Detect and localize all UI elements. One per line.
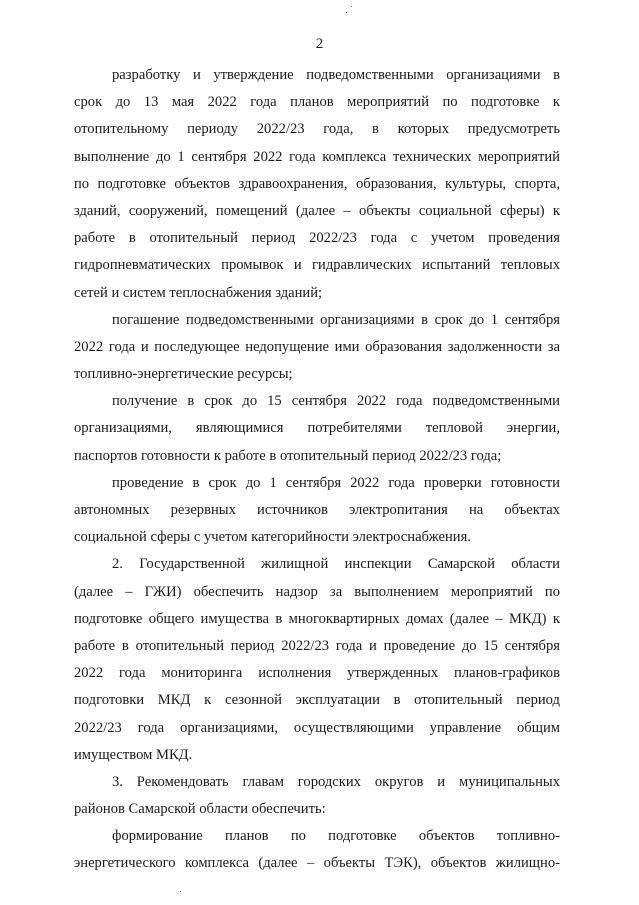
paragraph-line: организациями, являющимися потребителями тепловой энергии, (74, 420, 560, 437)
paragraph-line: отопительному периоду 2022/23 года, в которых предусмотреть (74, 121, 560, 138)
paragraph-line: получение в срок до 15 сентября 2022 года подведомственными (112, 393, 560, 410)
paragraph-line: работе в отопительный период 2022/23 года и проведение до 15 сентября (74, 637, 560, 654)
paragraph-line: энергетического комплекса (далее – объекты ТЭК), объектов жилищно- (74, 855, 560, 872)
paragraph-2 (74, 307, 560, 389)
paragraph-line: подготовке общего имущества в многоквартирных домах (далее – МКД) к (74, 610, 560, 627)
paragraph-7 (74, 823, 560, 877)
paragraph-line: разработку и утверждение подведомственными организациями в (112, 67, 560, 83)
paragraph-line: погашение подведомственными организациями в срок до 1 сентября (112, 311, 560, 328)
paragraph-line: проведение в срок до 1 сентября 2022 года проверки готовности (112, 474, 560, 491)
paragraph-line: по подготовке объектов здравоохранения, образования, культуры, спорта, (74, 175, 560, 192)
paragraph-line: 2022 года мониторинга исполнения утвержденных планов-графиков (74, 665, 560, 682)
paragraph-5 (74, 551, 560, 769)
paragraph-line: топливно-энергетические ресурсы; (74, 366, 293, 383)
paragraph-6 (74, 769, 560, 823)
paragraph-line: формирование планов по подготовке объектов топливно- (112, 828, 560, 845)
paragraph-line: сетей и систем теплоснабжения зданий; (74, 284, 323, 301)
document-body (74, 62, 560, 878)
paragraph-line: паспортов готовности к работе в отопительный период 2022/23 года; (74, 447, 502, 464)
paragraph-line: районов Самарской области обеспечить: (74, 801, 326, 818)
paragraph-4 (74, 470, 560, 552)
paragraph-line: срок до 13 мая 2022 года планов мероприятий по подготовке к (74, 94, 560, 111)
scan-speck (180, 891, 181, 892)
paragraph-line: 2022/23 года организациями, осуществляющими управление общим (74, 719, 560, 736)
paragraph-line: социальной сферы с учетом категорийности электроснабжения. (74, 529, 471, 546)
paragraph-line: выполнение до 1 сентября 2022 года комплекса технических мероприятий (74, 148, 560, 165)
paragraph-line: 3. Рекомендовать главам городских округов и муниципальных (112, 773, 560, 790)
paragraph-line: имуществом МКД. (74, 746, 193, 763)
paragraph-1 (74, 62, 560, 307)
paragraph-line: 2022 года и последующее недопущение ими образования задолженности за (74, 338, 560, 355)
scan-speck (346, 12, 347, 13)
paragraph-line: (далее – ГЖИ) обеспечить надзор за выполнением мероприятий по (74, 583, 560, 600)
paragraph-line: 2. Государственной жилищной инспекции Самарской области (112, 556, 560, 573)
page-number: 2 (315, 36, 324, 52)
paragraph-line: работе в отопительный период 2022/23 года с учетом проведения (74, 230, 560, 247)
paragraph-3 (74, 388, 560, 470)
paragraph-line: автономных резервных источников электропитания на объектах (74, 502, 560, 518)
scan-speck (351, 6, 352, 7)
paragraph-line: подготовки МКД к сезонной эксплуатации в отопительный период (74, 692, 560, 709)
paragraph-line: зданий, сооружений, помещений (далее – объекты социальной сферы) к (74, 202, 560, 219)
paragraph-line: гидропневматических промывок и гидравлических испытаний тепловых (74, 257, 560, 274)
